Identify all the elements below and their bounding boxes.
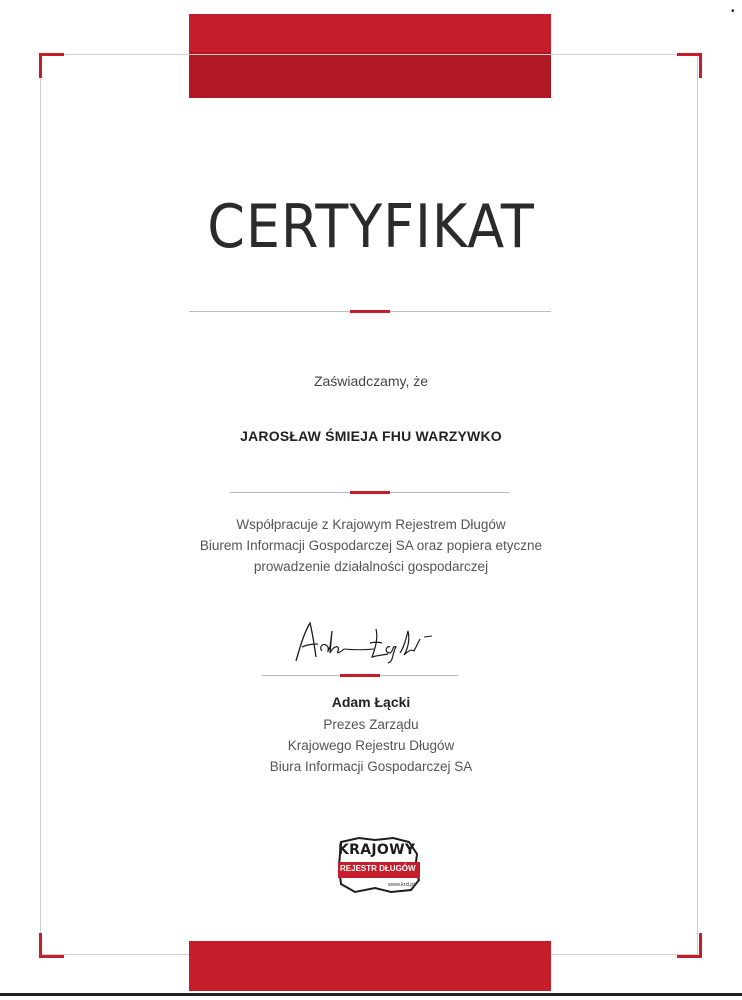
signer-role-line: Biura Informacji Gospodarczej SA xyxy=(269,759,473,774)
description-line: Współpracuje z Krajowym Rejestrem Długów xyxy=(236,517,506,532)
certificate-frame xyxy=(40,54,698,955)
divider-accent xyxy=(350,491,390,494)
logo-subtitle: REJESTR DŁUGÓW xyxy=(340,864,416,873)
divider-middle xyxy=(230,492,510,493)
signer-role xyxy=(0,714,742,777)
description-line: Biurem Informacji Gospodarczej SA oraz popiera etyczne xyxy=(199,538,543,553)
scan-bottom-edge xyxy=(0,993,742,996)
signer-role-line: Prezes Zarządu xyxy=(323,717,419,732)
corner-top-left xyxy=(39,53,64,78)
corner-top-right xyxy=(677,53,702,78)
divider-accent xyxy=(350,310,390,313)
corner-bottom-right xyxy=(677,933,702,958)
certificate-title: CERTYFIKAT xyxy=(207,192,535,262)
corner-bottom-left xyxy=(39,933,64,958)
logo-url: www.krd.pl xyxy=(388,882,415,888)
intro-text: Zaświadczamy, że xyxy=(313,373,429,389)
description xyxy=(0,514,742,577)
signer-role-line: Krajowego Rejestru Długów xyxy=(287,738,455,753)
company-name: JAROSŁAW ŚMIEJA FHU WARZYWKO xyxy=(240,428,502,444)
divider-top xyxy=(189,311,551,312)
description-line: prowadzenie działalności gospodarczej xyxy=(253,559,489,574)
scan-mark: • xyxy=(731,6,735,17)
bottom-red-band xyxy=(189,941,551,991)
divider-signature xyxy=(262,675,458,676)
divider-accent xyxy=(340,674,380,677)
handwritten-signature xyxy=(292,617,452,665)
signer-name: Adam Łącki xyxy=(331,694,411,710)
logo-title: KRAJOWY xyxy=(338,842,416,858)
